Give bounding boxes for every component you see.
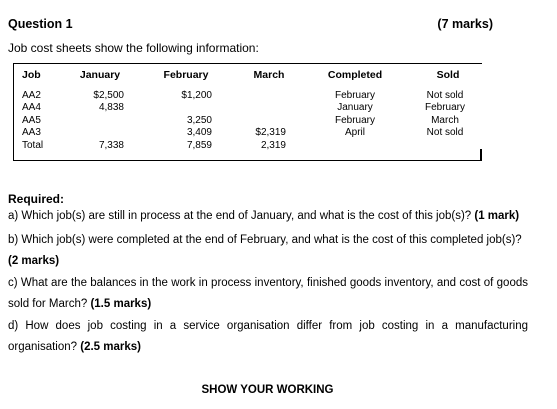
cell-completed: January (337, 102, 373, 114)
cell-job: AA4 (22, 102, 41, 114)
question-d (8, 316, 528, 358)
cell-total-label: Total (22, 139, 44, 151)
cell-january: 4,838 (98, 102, 124, 114)
cell-job: AA5 (22, 114, 41, 126)
question-b-marks: (2 marks) (8, 255, 60, 267)
header-january: January (79, 69, 121, 81)
cell-completed: February (334, 90, 375, 101)
header-sold: Sold (436, 69, 460, 81)
cell-january: $2,500 (93, 90, 124, 101)
cell-total-march: 2,319 (260, 139, 286, 151)
header-february: February (163, 69, 209, 81)
cell-total-february: 7,859 (186, 139, 212, 151)
question-a-marks: (1 mark) (474, 210, 520, 222)
header-march: March (253, 69, 285, 81)
header-completed: Completed (327, 69, 383, 81)
question-d-text: d) How does job costing in a service organisation differ from job costing in a manufacturing organisation? (8, 320, 528, 353)
cell-february: 3,250 (186, 114, 212, 126)
question-c-text: c) What are the balances in the work in process inventory, finished goods inventory, and cost of goods sold for March? (8, 277, 528, 310)
question-b-text: b) Which job(s) were completed at the end of February, and what is the cost of this completed job(s)? (8, 234, 522, 246)
question-d-marks: (2.5 marks) (80, 341, 141, 353)
question-a (8, 206, 544, 227)
cell-total-january: 7,338 (98, 139, 124, 151)
intro-text: Job cost sheets show the following information: (8, 41, 259, 55)
cell-job: AA3 (22, 127, 41, 139)
cell-february: $1,200 (181, 90, 212, 101)
question-marks: (7 marks) (437, 17, 493, 31)
cell-sold: Not sold (426, 90, 464, 101)
cell-sold: March (431, 114, 459, 126)
cell-sold: February (424, 102, 465, 114)
table-right-edge (480, 149, 482, 160)
show-working-note: SHOW YOUR WORKING (201, 384, 334, 396)
question-b (8, 230, 528, 272)
required-heading: Required: (8, 192, 65, 206)
cell-completed: April (344, 127, 365, 139)
question-c-marks: (1.5 marks) (90, 298, 152, 310)
cell-sold: Not sold (426, 127, 464, 139)
question-c (8, 273, 528, 315)
question-title: Question 1 (8, 17, 73, 31)
cell-job: AA2 (22, 90, 41, 101)
cell-completed: February (334, 114, 375, 126)
cell-march: $2,319 (255, 127, 286, 139)
cell-february: 3,409 (186, 127, 212, 139)
header-job: Job (22, 69, 41, 81)
question-a-text: a) Which job(s) are still in process at the end of January, and what is the cost of this job(s)? (8, 210, 475, 222)
